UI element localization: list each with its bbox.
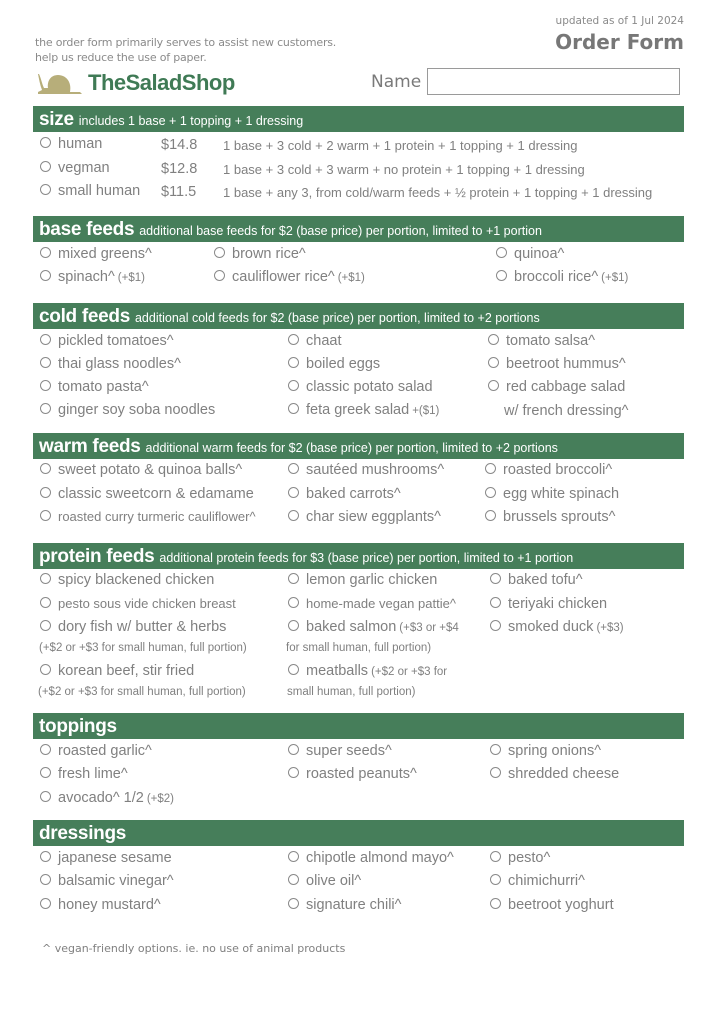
radio-icon[interactable] xyxy=(288,597,299,608)
name-input[interactable] xyxy=(427,68,680,95)
size-option-vegman[interactable]: vegman xyxy=(40,160,110,176)
size-price: $14.8 xyxy=(161,137,198,153)
section-title: cold feeds xyxy=(39,306,130,327)
page-title: Order Form xyxy=(555,30,684,54)
dressing-option[interactable]: signature chili^ xyxy=(288,897,401,913)
section-title: warm feeds xyxy=(39,436,141,457)
radio-icon[interactable] xyxy=(40,767,51,778)
dressing-option[interactable]: beetroot yoghurt xyxy=(490,897,614,913)
section-header-dressings xyxy=(33,820,684,846)
section-header-warm xyxy=(33,433,684,459)
radio-icon[interactable] xyxy=(490,620,501,631)
radio-icon[interactable] xyxy=(288,487,299,498)
section-subtitle: additional base feeds for $2 (base price) per portion, limited to +1 portion xyxy=(139,224,542,238)
dressing-option[interactable]: honey mustard^ xyxy=(40,897,161,913)
warm-option[interactable]: sautéed mushrooms^ xyxy=(288,462,444,478)
vegan-footnote: ^ vegan-friendly options. ie. no use of animal products xyxy=(42,942,346,955)
radio-icon[interactable] xyxy=(490,767,501,778)
warm-option[interactable]: brussels sprouts^ xyxy=(485,509,615,525)
section-title: size xyxy=(39,109,74,130)
warm-option[interactable]: roasted curry turmeric cauliflower^ xyxy=(40,509,256,524)
radio-icon[interactable] xyxy=(40,620,51,631)
radio-icon[interactable] xyxy=(496,247,507,258)
warm-option[interactable]: baked carrots^ xyxy=(288,486,401,502)
section-subtitle: includes 1 base + 1 topping + 1 dressing xyxy=(78,114,304,128)
warm-option[interactable]: egg white spinach xyxy=(485,486,619,502)
warm-option[interactable]: char siew eggplants^ xyxy=(288,509,441,525)
protein-note: small human, full portion) xyxy=(287,686,416,698)
protein-option[interactable]: smoked duck (+$3) xyxy=(490,619,624,635)
cold-option[interactable]: beetroot hummus^ xyxy=(488,356,626,372)
radio-icon[interactable] xyxy=(40,851,51,862)
radio-icon[interactable] xyxy=(40,744,51,755)
cold-option[interactable]: thai glass noodles^ xyxy=(40,356,181,372)
radio-icon[interactable] xyxy=(40,334,51,345)
size-price: $12.8 xyxy=(161,161,198,177)
section-title: base feeds xyxy=(39,219,135,240)
size-price: $11.5 xyxy=(161,184,197,200)
radio-icon[interactable] xyxy=(288,898,299,909)
cold-option[interactable]: red cabbage salad xyxy=(488,379,625,395)
protein-option[interactable]: spicy blackened chicken xyxy=(40,572,214,588)
radio-icon[interactable] xyxy=(485,487,496,498)
radio-icon[interactable] xyxy=(490,744,501,755)
section-subtitle: additional protein feeds for $3 (base price) per portion, limited to +1 portion xyxy=(159,551,574,565)
radio-icon[interactable] xyxy=(288,380,299,391)
cold-option[interactable]: tomato pasta^ xyxy=(40,379,149,395)
protein-option[interactable]: teriyaki chicken xyxy=(490,596,607,612)
radio-icon[interactable] xyxy=(40,664,51,675)
base-option[interactable]: spinach^ (+$1) xyxy=(40,269,145,285)
radio-icon[interactable] xyxy=(40,357,51,368)
radio-icon[interactable] xyxy=(496,270,507,281)
size-desc: 1 base + any 3, from cold/warm feeds + ½ protein + 1 topping + 1 dressing xyxy=(223,185,653,200)
radio-icon[interactable] xyxy=(40,137,51,148)
brand-name: TheSaladShop xyxy=(88,70,235,95)
dressing-option[interactable]: chimichurri^ xyxy=(490,873,585,889)
section-header-toppings xyxy=(33,713,684,739)
name-label: Name xyxy=(371,72,422,92)
protein-option[interactable]: korean beef, stir fried xyxy=(40,663,194,679)
warm-option[interactable]: sweet potato & quinoa balls^ xyxy=(40,462,242,478)
warm-option[interactable]: roasted broccoli^ xyxy=(485,462,612,478)
base-option[interactable]: cauliflower rice^ (+$1) xyxy=(214,269,365,285)
radio-icon[interactable] xyxy=(288,767,299,778)
brand-logo xyxy=(36,68,235,98)
topping-option[interactable]: roasted garlic^ xyxy=(40,743,152,759)
radio-icon[interactable] xyxy=(40,247,51,258)
base-option[interactable]: mixed greens^ xyxy=(40,246,152,262)
size-desc: 1 base + 3 cold + 2 warm + 1 protein + 1 topping + 1 dressing xyxy=(223,138,578,153)
cold-option-continuation: w/ french dressing^ xyxy=(504,403,629,419)
protein-note: (+$2 or +$3 for small human, full portion) xyxy=(38,686,246,698)
protein-note: for small human, full portion) xyxy=(286,642,432,654)
radio-icon[interactable] xyxy=(288,357,299,368)
radio-icon[interactable] xyxy=(40,510,51,521)
radio-icon[interactable] xyxy=(288,463,299,474)
radio-icon[interactable] xyxy=(485,510,496,521)
protein-option[interactable]: baked salmon (+$3 or +$4 xyxy=(288,619,459,635)
section-header-size xyxy=(33,106,684,132)
section-subtitle: additional warm feeds for $2 (base price) per portion, limited to +2 portions xyxy=(145,441,558,455)
protein-option[interactable]: baked tofu^ xyxy=(490,572,583,588)
cold-option[interactable]: classic potato salad xyxy=(288,379,433,395)
radio-icon[interactable] xyxy=(485,463,496,474)
radio-icon[interactable] xyxy=(40,463,51,474)
section-header-protein xyxy=(33,543,684,569)
radio-icon[interactable] xyxy=(288,334,299,345)
radio-icon[interactable] xyxy=(40,874,51,885)
radio-icon[interactable] xyxy=(490,898,501,909)
radio-icon[interactable] xyxy=(288,744,299,755)
protein-option[interactable]: meatballs (+$2 or +$3 for xyxy=(288,663,447,679)
size-desc: 1 base + 3 cold + 3 warm + no protein + 1 topping + 1 dressing xyxy=(223,162,585,177)
dressing-option[interactable]: pesto^ xyxy=(490,850,550,866)
section-subtitle: additional cold feeds for $2 (base price) per portion, limited to +2 portions xyxy=(134,311,540,325)
size-option-human[interactable]: human xyxy=(40,136,102,152)
radio-icon[interactable] xyxy=(40,403,51,414)
radio-icon[interactable] xyxy=(490,851,501,862)
radio-icon[interactable] xyxy=(288,510,299,521)
topping-option[interactable]: fresh lime^ xyxy=(40,766,128,782)
section-title: dressings xyxy=(39,823,127,844)
radio-icon[interactable] xyxy=(490,573,501,584)
base-option[interactable]: broccoli rice^ (+$1) xyxy=(496,269,628,285)
radio-icon[interactable] xyxy=(288,664,299,675)
topping-option[interactable]: roasted peanuts^ xyxy=(288,766,417,782)
topping-option[interactable]: shredded cheese xyxy=(490,766,619,782)
radio-icon[interactable] xyxy=(40,487,51,498)
radio-icon[interactable] xyxy=(490,874,501,885)
radio-icon[interactable] xyxy=(288,573,299,584)
radio-icon[interactable] xyxy=(40,597,51,608)
protein-note: (+$2 or +$3 for small human, full portion) xyxy=(39,642,247,654)
topping-option[interactable]: spring onions^ xyxy=(490,743,601,759)
updated-date: updated as of 1 Jul 2024 xyxy=(555,15,684,27)
radio-icon[interactable] xyxy=(490,597,501,608)
size-option-small-human[interactable]: small human xyxy=(40,183,140,199)
cold-option[interactable]: chaat xyxy=(288,333,341,349)
protein-option[interactable]: pesto sous vide chicken breast xyxy=(40,596,236,611)
radio-icon[interactable] xyxy=(40,270,51,281)
radio-icon[interactable] xyxy=(214,270,225,281)
cold-option[interactable]: ginger soy soba noodles xyxy=(40,402,215,418)
protein-option[interactable]: home-made vegan pattie^ xyxy=(288,596,456,611)
intro-text xyxy=(35,35,336,65)
radio-icon[interactable] xyxy=(488,334,499,345)
section-title: protein feeds xyxy=(39,546,155,567)
topping-option[interactable]: super seeds^ xyxy=(288,743,392,759)
cold-option[interactable]: tomato salsa^ xyxy=(488,333,595,349)
radio-icon[interactable] xyxy=(288,403,299,414)
topping-option[interactable]: avocado^ 1/2 (+$2) xyxy=(40,790,174,806)
radio-icon[interactable] xyxy=(488,357,499,368)
dressing-option[interactable]: olive oil^ xyxy=(288,873,361,889)
dressing-option[interactable]: chipotle almond mayo^ xyxy=(288,850,454,866)
protein-option[interactable]: lemon garlic chicken xyxy=(288,572,437,588)
radio-icon[interactable] xyxy=(288,851,299,862)
intro-line-2: help us reduce the use of paper. xyxy=(35,51,207,64)
snail-icon xyxy=(36,70,84,96)
radio-icon[interactable] xyxy=(40,791,51,802)
radio-icon[interactable] xyxy=(288,874,299,885)
radio-icon[interactable] xyxy=(40,898,51,909)
radio-icon[interactable] xyxy=(488,380,499,391)
intro-line-1: the order form primarily serves to assist new customers. xyxy=(35,36,337,49)
radio-icon[interactable] xyxy=(288,620,299,631)
radio-icon[interactable] xyxy=(40,184,51,195)
cold-option[interactable]: boiled eggs xyxy=(288,356,380,372)
radio-icon[interactable] xyxy=(40,380,51,391)
warm-option[interactable]: classic sweetcorn & edamame xyxy=(40,486,254,502)
radio-icon[interactable] xyxy=(40,161,51,172)
cold-option[interactable]: pickled tomatoes^ xyxy=(40,333,174,349)
dressing-option[interactable]: japanese sesame xyxy=(40,850,172,866)
protein-option[interactable]: dory fish w/ butter & herbs xyxy=(40,619,226,635)
radio-icon[interactable] xyxy=(214,247,225,258)
section-title: toppings xyxy=(39,716,117,737)
base-option[interactable]: brown rice^ xyxy=(214,246,306,262)
dressing-option[interactable]: balsamic vinegar^ xyxy=(40,873,174,889)
base-option[interactable]: quinoa^ xyxy=(496,246,564,262)
section-header-base xyxy=(33,216,684,242)
section-header-cold xyxy=(33,303,684,329)
cold-option[interactable]: feta greek salad +($1) xyxy=(288,402,439,418)
radio-icon[interactable] xyxy=(40,573,51,584)
